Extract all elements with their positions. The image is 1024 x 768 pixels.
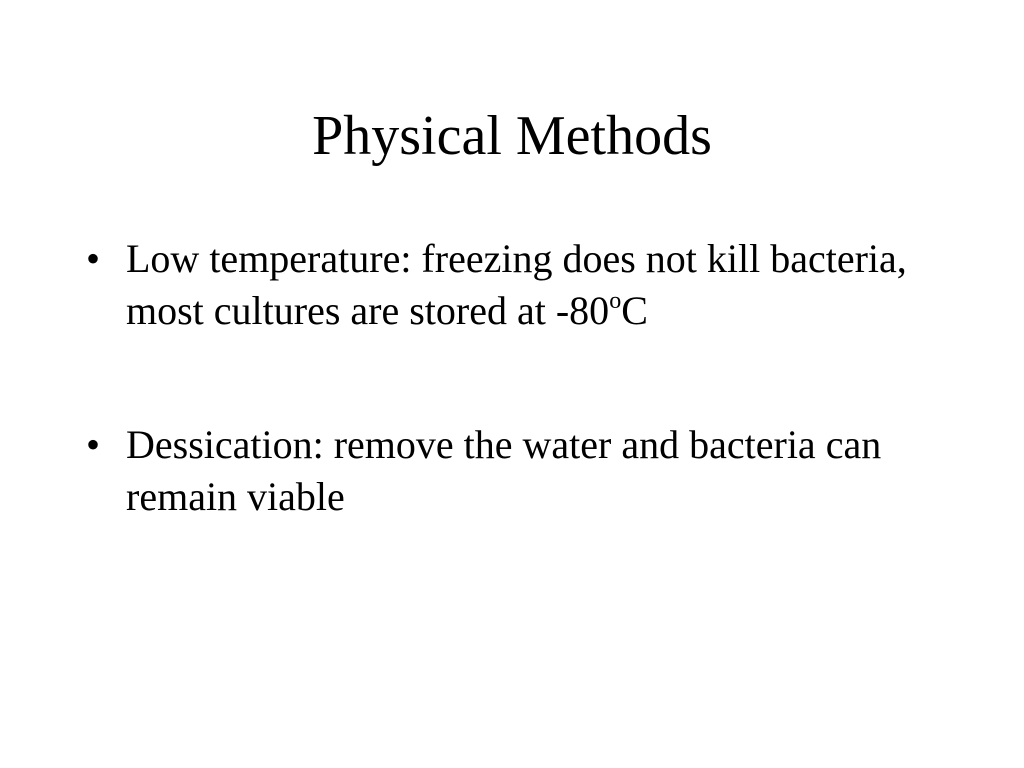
bullet-marker: •: [86, 422, 101, 467]
degree-superscript: o: [609, 288, 622, 314]
bullet-list: [86, 233, 966, 605]
bullet-marker: •: [86, 236, 101, 281]
bullet-item: [86, 419, 966, 523]
bullet-text: [126, 236, 907, 333]
bullet-item: [86, 233, 966, 337]
bullet-text: Dessication: remove the water and bacteria can remain viable: [126, 422, 882, 519]
bullet-text-main: Low temperature: freezing does not kill bacteria, most cultures are stored at -80: [126, 236, 907, 333]
bullet-text-unit: C: [621, 288, 648, 333]
slide-title: Physical Methods: [312, 105, 712, 167]
